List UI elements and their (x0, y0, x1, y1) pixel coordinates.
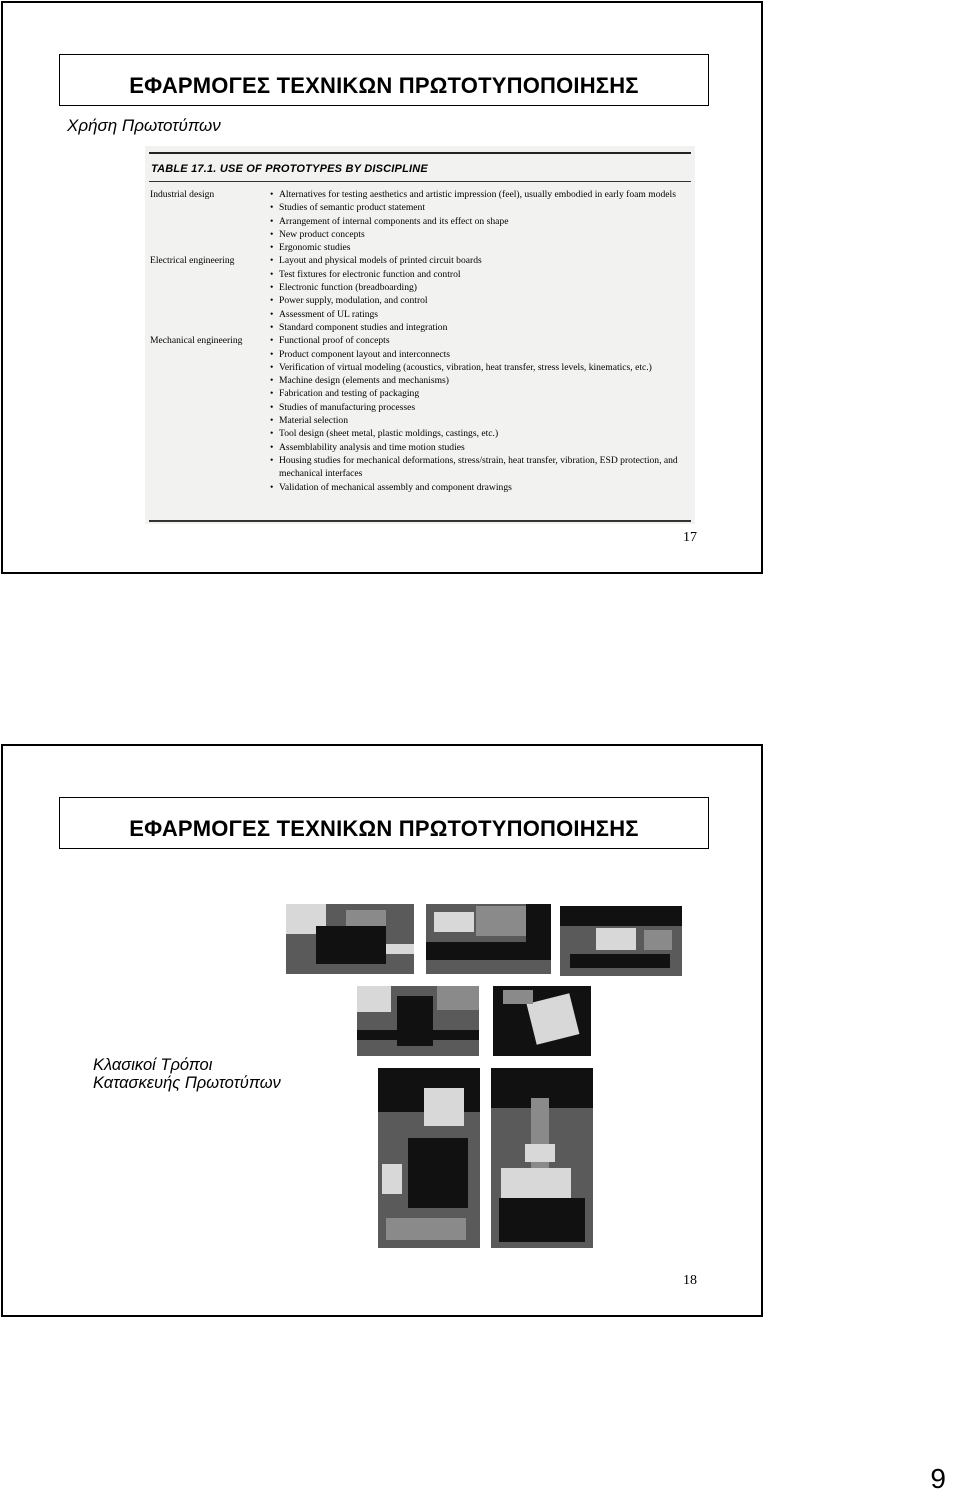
slide-number: 17 (683, 530, 697, 545)
use-list-item: • Layout and physical models of printed circuit boards (268, 254, 690, 267)
prototypes-table-image (145, 146, 695, 524)
use-list-item: • Material selection (268, 414, 690, 427)
use-list-item: • Alternatives for testing aesthetics and artistic impression (feel), usually embodied in early foam models (268, 188, 690, 201)
slide-18 (1, 744, 763, 1317)
page-number: 9 (930, 1463, 946, 1494)
workshop-photo-4 (357, 986, 479, 1056)
use-list-item: • Electronic function (breadboarding) (268, 281, 690, 294)
use-list-item: • Studies of manufacturing processes (268, 401, 690, 414)
discipline-label: Industrial design (150, 189, 215, 200)
workshop-photo-2 (426, 904, 551, 974)
table-top-rule (149, 152, 691, 154)
use-list-item: • Product component layout and interconnects (268, 348, 690, 361)
use-list-item: • Machine design (elements and mechanisms) (268, 374, 690, 387)
methods-label-line1: Κλασικοί Τρόποι (93, 1056, 213, 1074)
use-list-item: • Ergonomic studies (268, 241, 690, 254)
use-list (268, 254, 690, 334)
methods-label (93, 1056, 283, 1092)
use-list-item: • Assemblability analysis and time motion studies (268, 441, 690, 454)
slide-title: ΕΦΑΡΜΟΓΕΣ ΤΕΧΝΙΚΩΝ ΠΡΩΤΟΤΥΠΟΠΟΙΗΣΗΣ (59, 54, 709, 106)
table-group (150, 334, 690, 494)
use-list-item: • Assessment of UL ratings (268, 308, 690, 321)
slide-subtitle: Χρήση Πρωτοτύπων (67, 116, 221, 135)
use-list-item: • Arrangement of internal components and its effect on shape (268, 215, 690, 228)
workshop-photo-1 (286, 904, 414, 974)
use-list-item: • Housing studies for mechanical deformations, stress/strain, heat transfer, vibration, ESD protection, and mechanical interfaces (268, 454, 690, 481)
use-list (268, 334, 690, 494)
use-list-item: • Validation of mechanical assembly and component drawings (268, 481, 690, 494)
slide-17 (1, 1, 763, 574)
use-list-item: • Power supply, modulation, and control (268, 294, 690, 307)
slide-title: ΕΦΑΡΜΟΓΕΣ ΤΕΧΝΙΚΩΝ ΠΡΩΤΟΤΥΠΟΠΟΙΗΣΗΣ (59, 797, 709, 849)
workshop-photo-3 (560, 906, 682, 976)
discipline-label: Mechanical engineering (150, 335, 243, 347)
workshop-photo-5 (493, 986, 591, 1056)
table-group (150, 188, 690, 254)
use-list-item: • Tool design (sheet metal, plastic moldings, castings, etc.) (268, 427, 690, 440)
workshop-photo-6 (378, 1068, 480, 1248)
methods-label-line2: Κατασκευής Πρωτοτύπων (93, 1074, 281, 1092)
table-bottom-rule (149, 520, 691, 522)
use-list-item: • New product concepts (268, 228, 690, 241)
table-header-rule (149, 181, 691, 182)
use-list-item: • Fabrication and testing of packaging (268, 387, 690, 400)
slide-number: 18 (683, 1273, 697, 1288)
table-body (150, 188, 690, 494)
discipline-label: Electrical engineering (150, 255, 235, 267)
use-list-item: • Standard component studies and integration (268, 321, 690, 334)
use-list-item: • Verification of virtual modeling (acoustics, vibration, heat transfer, stress levels, kinematics, etc.) (268, 361, 690, 374)
use-list (268, 188, 690, 254)
use-list-item: • Studies of semantic product statement (268, 201, 690, 214)
workshop-photo-7 (491, 1068, 593, 1248)
use-list-item: • Test fixtures for electronic function and control (268, 268, 690, 281)
use-list-item: • Functional proof of concepts (268, 334, 690, 347)
table-title: TABLE 17.1. USE OF PROTOTYPES BY DISCIPLINE (151, 163, 428, 175)
table-group (150, 254, 690, 334)
